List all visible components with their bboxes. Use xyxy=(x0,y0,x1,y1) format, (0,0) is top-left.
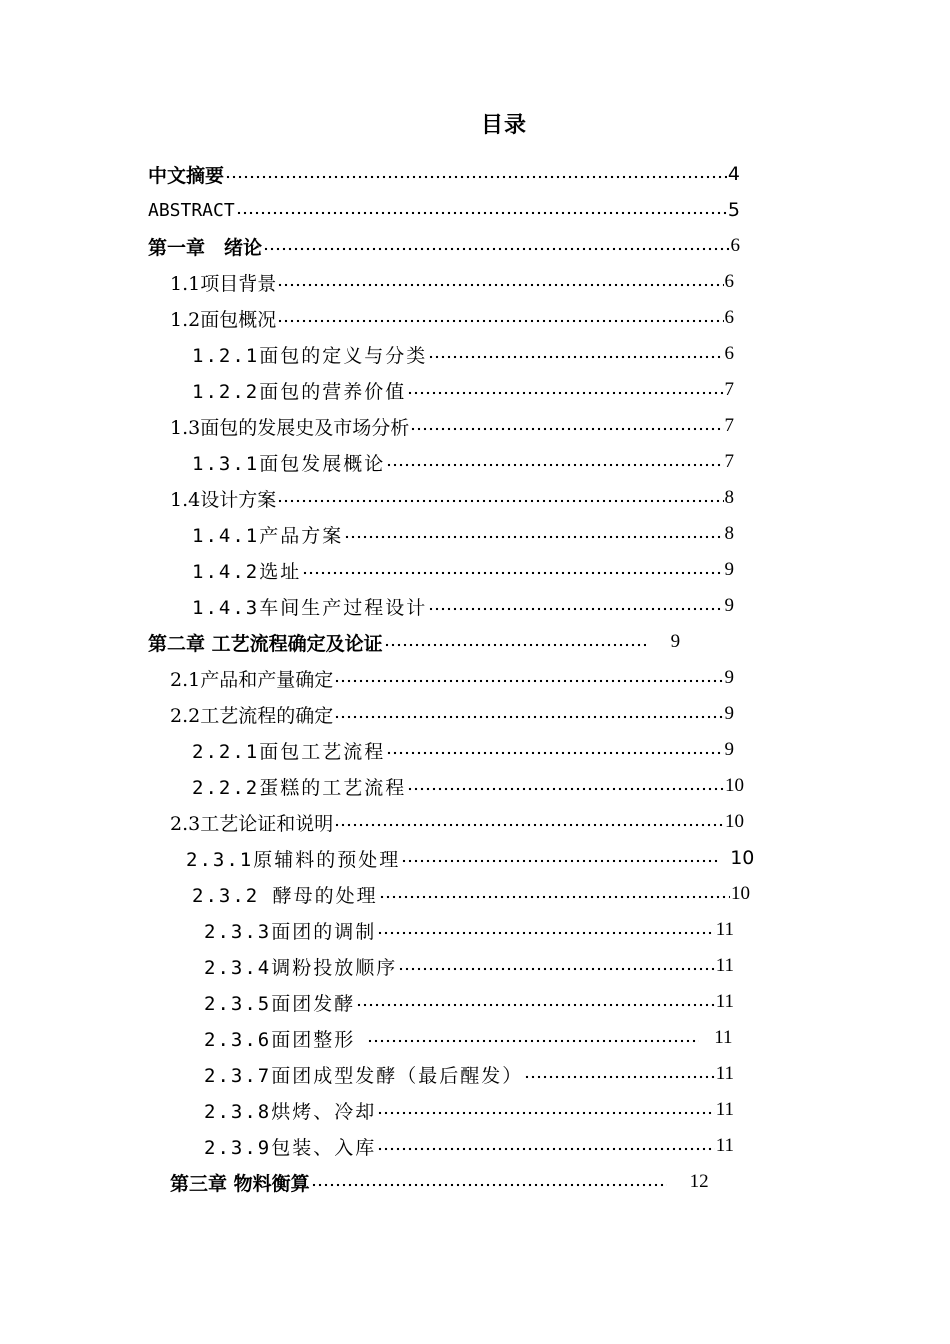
toc-entry-label: 1.1项目背景 xyxy=(170,272,277,295)
toc-leader-dots xyxy=(401,848,719,868)
toc-leader-dots xyxy=(236,200,727,220)
toc-leader-dots xyxy=(263,236,729,256)
toc-entry-label: 1.2面包概况 xyxy=(170,308,277,331)
toc-entry-page: 9 xyxy=(724,595,734,616)
toc-entry-label: ABSTRACT xyxy=(148,199,235,221)
toc-entry-page: 12 xyxy=(689,1171,709,1192)
toc-entry-2-3[interactable] xyxy=(170,804,744,840)
toc-leader-dots xyxy=(379,884,730,904)
toc-entry-label: 第一章 绪论 xyxy=(148,236,263,259)
toc-leader-dots xyxy=(384,632,646,652)
toc-entry-1-2[interactable] xyxy=(170,300,734,336)
toc-entry-1-3-1[interactable] xyxy=(192,444,734,480)
toc-entry-label: 2.3.2 酵母的处理 xyxy=(192,884,378,907)
toc-leader-dots xyxy=(398,956,715,976)
toc-entry-abstract-cn[interactable] xyxy=(148,156,740,192)
toc-entry-page: 11 xyxy=(715,955,734,976)
toc-entry-label: 1.4.2选址 xyxy=(192,560,302,583)
toc-entry-label: 2.3.6面团整形 xyxy=(204,1028,356,1051)
toc-leader-dots xyxy=(356,992,715,1012)
toc-entry-page: 7 xyxy=(724,451,734,472)
toc-entry-2-2-2[interactable] xyxy=(192,768,744,804)
toc-leader-dots xyxy=(367,1028,699,1048)
toc-entry-label: 1.4.3车间生产过程设计 xyxy=(192,596,428,619)
toc-entry-label: 第三章 物料衡算 xyxy=(170,1172,310,1195)
toc-leader-dots xyxy=(428,596,723,616)
toc-leader-dots xyxy=(407,380,723,400)
toc-leader-dots xyxy=(386,740,723,760)
toc-entry-page: 11 xyxy=(714,1027,733,1048)
toc-entry-label: 2.3工艺论证和说明 xyxy=(170,812,334,835)
toc-entry-page: 4 xyxy=(727,163,740,185)
toc-leader-dots xyxy=(277,272,723,292)
toc-entry-page: 6 xyxy=(724,307,734,328)
toc-leader-dots xyxy=(344,524,723,544)
toc-entry-2-3-3[interactable] xyxy=(204,912,734,948)
toc-entry-page: 9 xyxy=(670,631,681,652)
toc-leader-dots xyxy=(302,560,723,580)
toc-leader-dots xyxy=(377,1136,715,1156)
toc-entry-page: 5 xyxy=(727,199,740,221)
toc-entry-chapter-3[interactable] xyxy=(170,1164,740,1200)
toc-leader-dots xyxy=(377,920,715,940)
toc-entry-label: 2.3.4调粉投放顺序 xyxy=(204,956,398,979)
toc-entry-page: 8 xyxy=(724,523,734,544)
toc-entry-page: 7 xyxy=(724,415,734,436)
toc-entry-label: 1.2.2面包的营养价值 xyxy=(192,380,407,403)
toc-entry-page: 10 xyxy=(730,847,755,869)
toc-entry-page: 10 xyxy=(731,883,750,904)
toc-entry-2-3-5[interactable] xyxy=(204,984,734,1020)
toc-leader-dots xyxy=(524,1064,715,1084)
toc-leader-dots xyxy=(386,452,723,472)
toc-entry-label: 2.3.1原辅料的预处理 xyxy=(186,848,401,871)
toc-entry-label: 2.3.5面团发酵 xyxy=(204,992,356,1015)
toc-entry-1-2-2[interactable] xyxy=(192,372,734,408)
toc-entry-label: 2.2工艺流程的确定 xyxy=(170,704,334,727)
toc-leader-dots xyxy=(277,308,723,328)
toc-entry-page: 6 xyxy=(724,271,734,292)
toc-entry-1-1[interactable] xyxy=(170,264,734,300)
toc-leader-dots xyxy=(277,488,723,508)
toc-entry-label: 1.4设计方案 xyxy=(170,488,277,511)
toc-entry-label: 2.3.9包装、入库 xyxy=(204,1136,377,1159)
toc-entry-2-3-1[interactable] xyxy=(186,840,755,876)
toc-entry-label: 2.2.1面包工艺流程 xyxy=(192,740,386,763)
toc-entry-label: 第二章 工艺流程确定及论证 xyxy=(148,632,383,655)
toc-entry-2-3-6[interactable] xyxy=(204,1020,734,1056)
toc-entry-page: 11 xyxy=(715,1135,734,1156)
toc-entry-page: 7 xyxy=(724,379,734,400)
toc-entry-label: 2.3.8烘烤、冷却 xyxy=(204,1100,377,1123)
toc-entry-2-3-9[interactable] xyxy=(204,1128,734,1164)
toc-entry-page: 10 xyxy=(725,775,744,796)
toc-entry-page: 8 xyxy=(724,487,734,508)
toc-leader-dots xyxy=(410,416,723,436)
toc-entry-label: 2.2.2蛋糕的工艺流程 xyxy=(192,776,407,799)
toc-entry-2-3-4[interactable] xyxy=(204,948,734,984)
toc-entry-page: 11 xyxy=(715,991,734,1012)
toc-entry-page: 9 xyxy=(724,739,734,760)
toc-entry-page: 10 xyxy=(725,811,744,832)
toc-entry-label: 2.3.3面团的调制 xyxy=(204,920,377,943)
toc-entry-page: 11 xyxy=(715,1063,734,1084)
toc-leader-dots xyxy=(334,704,723,724)
toc-entry-2-2[interactable] xyxy=(170,696,734,732)
toc-leader-dots xyxy=(334,668,723,688)
toc-entry-label: 1.4.1产品方案 xyxy=(192,524,344,547)
toc-entry-label: 1.3.1面包发展概论 xyxy=(192,452,386,475)
toc-entry-1-4[interactable] xyxy=(170,480,734,516)
toc-entry-page: 9 xyxy=(724,559,734,580)
toc-entry-label: 1.2.1面包的定义与分类 xyxy=(192,344,428,367)
toc-entry-chapter-2[interactable] xyxy=(148,624,730,660)
toc-entry-abstract-en[interactable] xyxy=(148,192,740,228)
toc-entry-page: 6 xyxy=(730,235,740,256)
toc-entry-1-2-1[interactable] xyxy=(192,336,734,372)
toc-entry-2-3-7[interactable] xyxy=(204,1056,734,1092)
toc-entry-label: 1.3面包的发展史及市场分析 xyxy=(170,416,410,439)
toc-entry-page: 11 xyxy=(715,1099,734,1120)
toc-entry-1-4-3[interactable] xyxy=(192,588,734,624)
toc-entry-1-4-2[interactable] xyxy=(192,552,734,588)
toc-entry-1-4-1[interactable] xyxy=(192,516,734,552)
toc-entry-label: 2.3.7面团成型发酵（最后醒发） xyxy=(204,1064,524,1087)
toc-leader-dots xyxy=(225,164,727,184)
toc-entry-2-1[interactable] xyxy=(170,660,734,696)
toc-entry-2-3-8[interactable] xyxy=(204,1092,734,1128)
toc-entry-page: 9 xyxy=(724,703,734,724)
toc-entry-2-2-1[interactable] xyxy=(192,732,734,768)
toc-leader-dots xyxy=(334,812,724,832)
toc-leader-dots xyxy=(407,776,724,796)
toc-entry-2-3-2[interactable] xyxy=(192,876,750,912)
toc-entry-page: 11 xyxy=(715,919,734,940)
toc-entry-label: 2.1产品和产量确定 xyxy=(170,668,334,691)
page-title: 目录 xyxy=(480,113,527,138)
toc-leader-dots xyxy=(428,344,723,364)
toc-entry-1-3[interactable] xyxy=(170,408,734,444)
toc-entry-chapter-1[interactable] xyxy=(148,228,740,264)
toc-entry-page: 6 xyxy=(724,343,734,364)
toc-leader-dots xyxy=(311,1172,667,1192)
toc-leader-dots xyxy=(377,1100,715,1120)
toc-entry-label: 中文摘要 xyxy=(148,164,225,187)
toc-entry-page: 9 xyxy=(724,667,734,688)
